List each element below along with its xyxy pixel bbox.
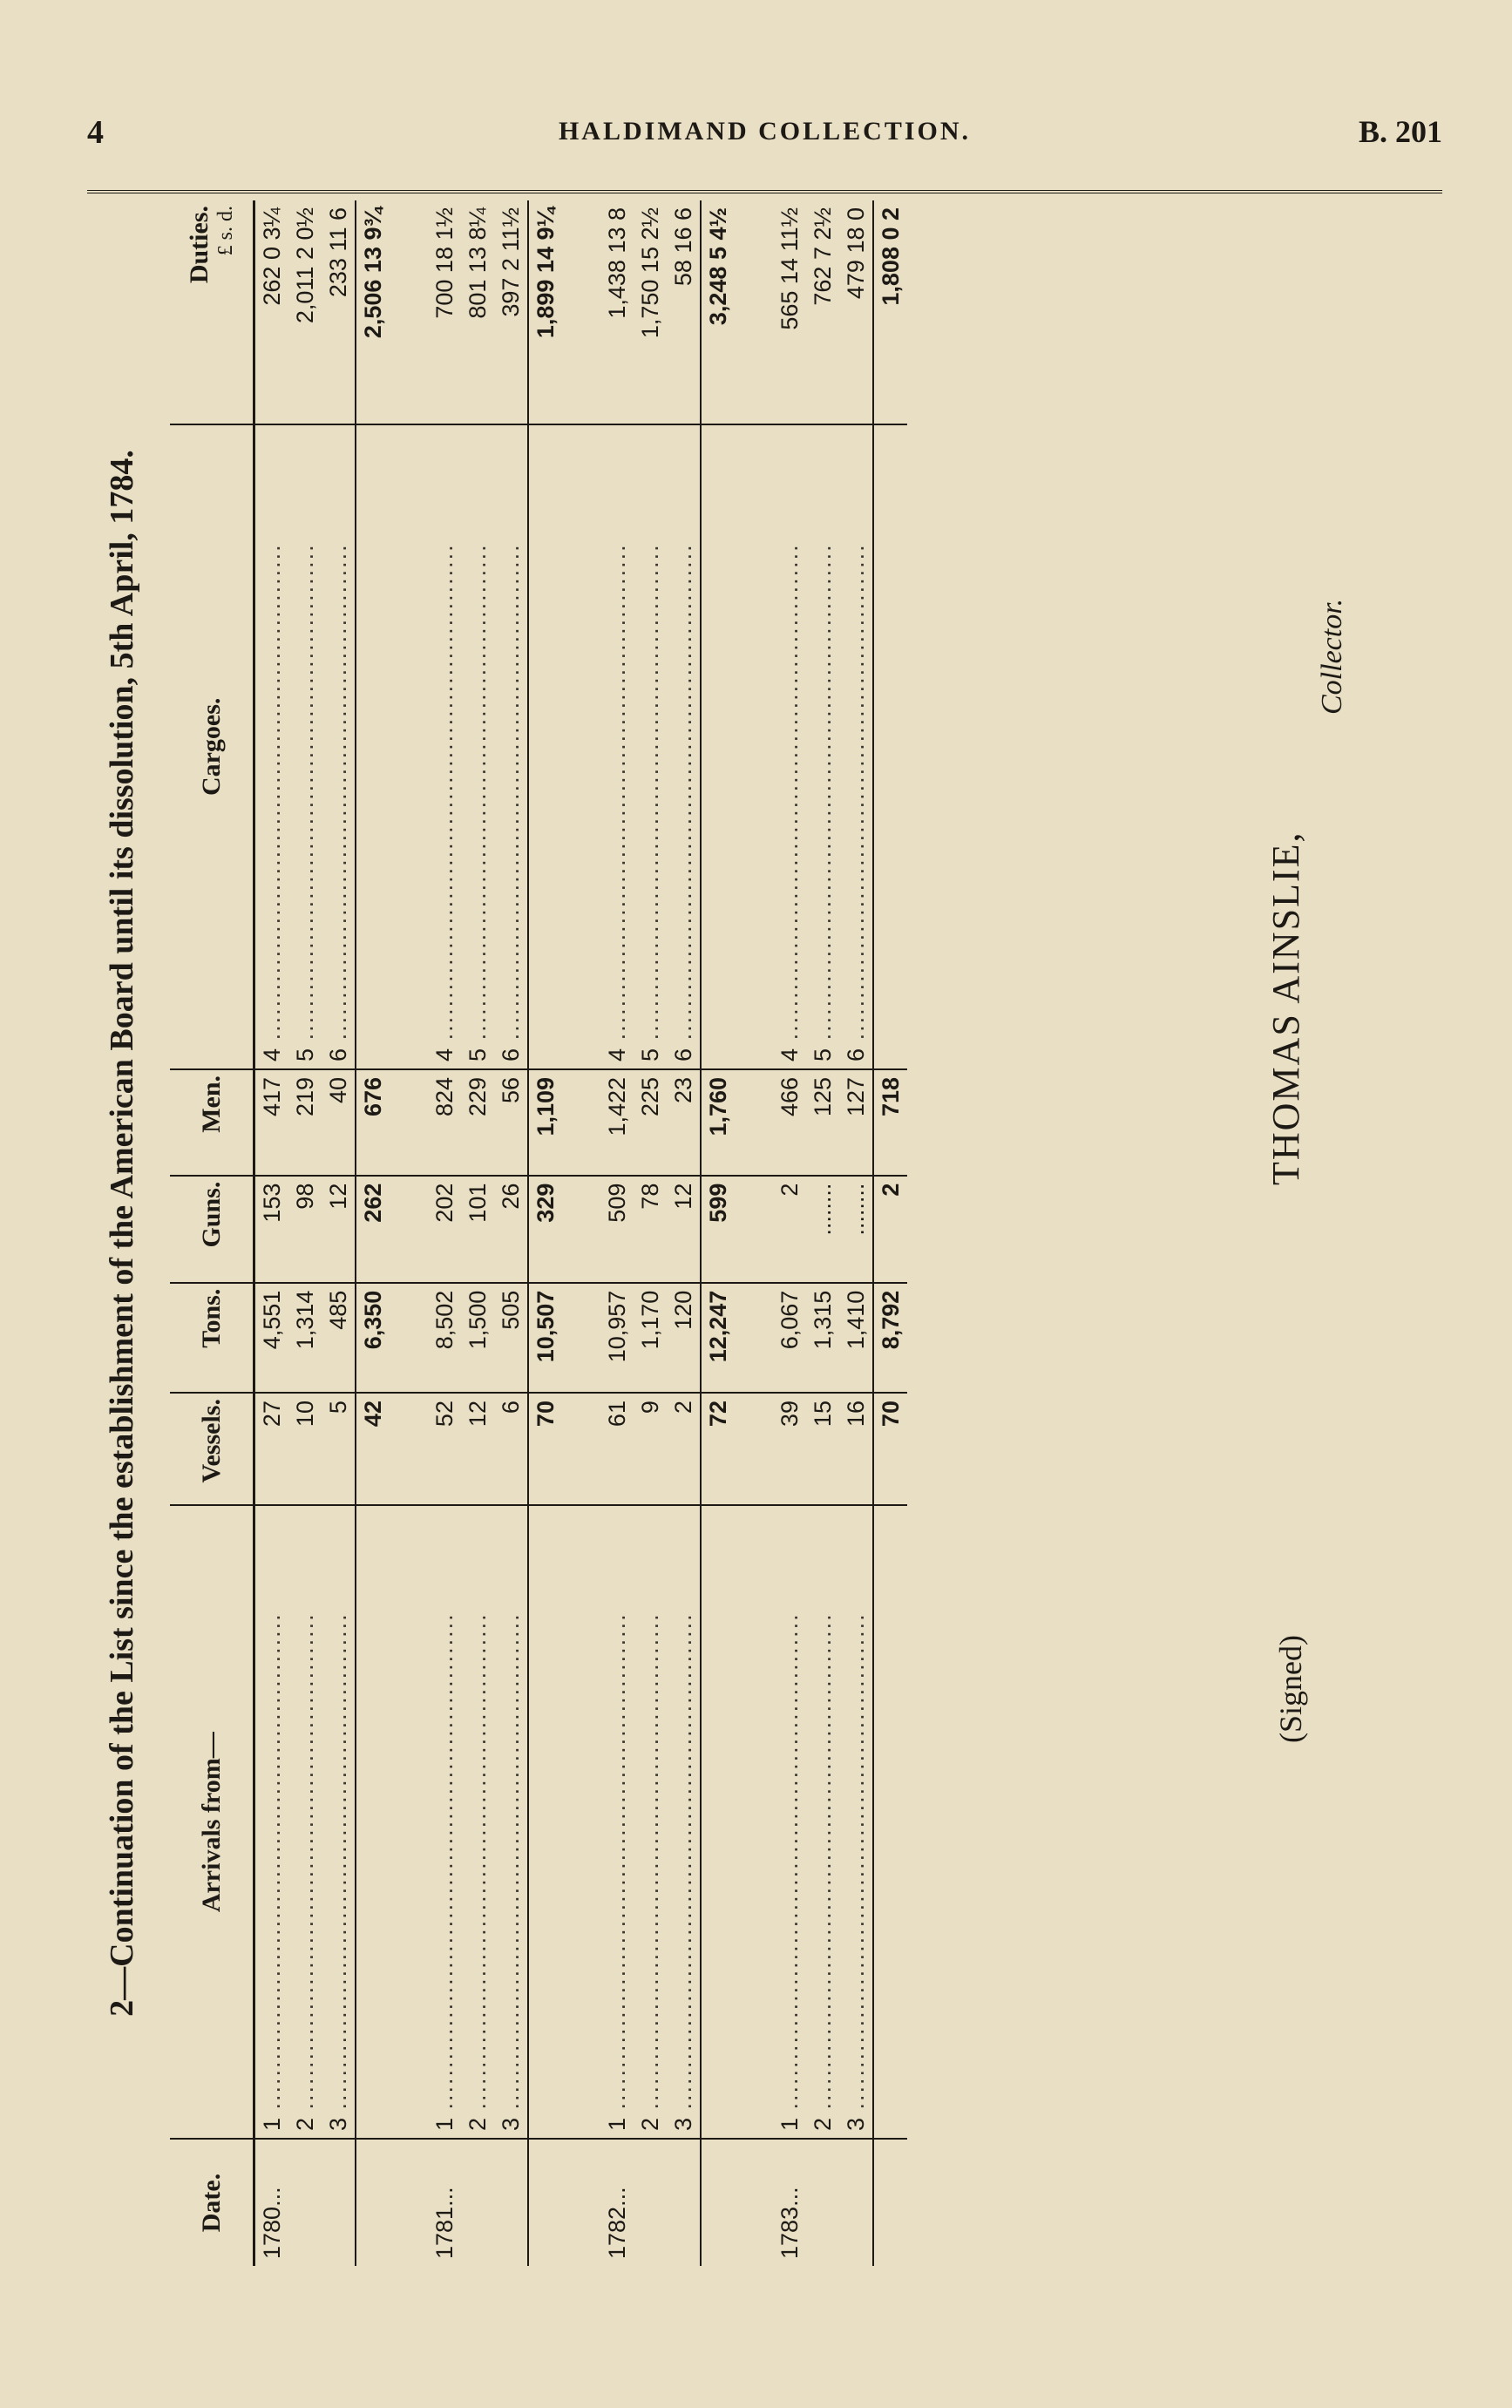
row-spacer bbox=[735, 200, 773, 2266]
spacer-cell bbox=[562, 1069, 600, 1176]
row-men: 466 bbox=[773, 1069, 806, 1176]
row-cargo bbox=[528, 424, 562, 1069]
row-date: 1780... bbox=[254, 2139, 289, 2266]
table-total-row bbox=[701, 200, 735, 2266]
row-duty: 565 14 11½ bbox=[776, 207, 803, 330]
row-vessels: 2 bbox=[667, 1393, 701, 1505]
row-guns: 509 bbox=[600, 1176, 634, 1283]
row-men: 676 bbox=[356, 1069, 390, 1176]
row-arrival bbox=[356, 1505, 390, 2139]
col-duties-label: Duties. bbox=[185, 206, 214, 284]
row-duty: 762 7 2½ bbox=[809, 207, 836, 306]
row-date bbox=[806, 2139, 839, 2266]
row-duty: 3,248 5 4½ bbox=[701, 200, 735, 424]
page-number: 4 bbox=[87, 114, 104, 151]
row-date bbox=[528, 2139, 562, 2266]
row-duty: 397 2 11½ bbox=[497, 207, 524, 317]
row-date bbox=[873, 2139, 907, 2266]
row-men: 56 bbox=[494, 1069, 528, 1176]
table-row bbox=[494, 200, 528, 2266]
table-row bbox=[428, 200, 461, 2266]
arrivals-table bbox=[170, 200, 907, 2266]
row-arrival: 1 ............................................................ bbox=[428, 1505, 461, 2139]
row-arrival: 1 ............................................................ bbox=[600, 1505, 634, 2139]
table-row bbox=[806, 200, 839, 2266]
row-cargo: 6 ............................................................ bbox=[322, 424, 356, 1069]
row-tons: 1,500 bbox=[461, 1283, 494, 1393]
row-duty: 700 18 1½ bbox=[431, 207, 458, 319]
row-arrival: 2 ............................................................ bbox=[288, 1505, 322, 2139]
spacer-cell bbox=[390, 1283, 428, 1393]
row-date: 1781... bbox=[428, 2139, 461, 2266]
table-total-row bbox=[528, 200, 562, 2266]
spacer-cell bbox=[390, 1505, 428, 2139]
leader-dots: ............................................................ bbox=[603, 1612, 630, 2118]
row-tons: 1,314 bbox=[288, 1283, 322, 1393]
row-men: 229 bbox=[461, 1069, 494, 1176]
leader-dots: ............................................................ bbox=[636, 543, 663, 1048]
leader-dots: ............................................................ bbox=[464, 1612, 491, 2118]
leader-dots: ............................................................ bbox=[258, 543, 285, 1048]
row-men: 718 bbox=[873, 1069, 907, 1176]
leader-dots: ............................................................ bbox=[636, 1612, 663, 2118]
spacer-cell bbox=[735, 1283, 773, 1393]
spacer-cell bbox=[735, 1393, 773, 1505]
table-row bbox=[667, 200, 701, 2266]
rotated-table-area bbox=[87, 200, 1447, 2266]
spacer-cell bbox=[562, 200, 600, 424]
table-row bbox=[773, 200, 806, 2266]
row-duty: 262 0 3¼ bbox=[258, 207, 285, 306]
row-cargo: 6 ............................................................ bbox=[839, 424, 873, 1069]
leader-dots: ............................................................ bbox=[324, 543, 351, 1048]
row-guns: ........ bbox=[839, 1176, 873, 1283]
leader-dots: ............................................................ bbox=[776, 543, 803, 1048]
row-vessels: 39 bbox=[773, 1393, 806, 1505]
row-men: 125 bbox=[806, 1069, 839, 1176]
row-men: 1,422 bbox=[600, 1069, 634, 1176]
col-duties bbox=[170, 200, 254, 424]
table-row bbox=[288, 200, 322, 2266]
row-tons: 4,551 bbox=[254, 1283, 289, 1393]
row-tons: 485 bbox=[322, 1283, 356, 1393]
reference-code: B. 201 bbox=[1358, 114, 1442, 149]
table-header-row bbox=[170, 200, 254, 2266]
row-cargo: 5 ............................................................ bbox=[634, 424, 667, 1069]
spacer-cell bbox=[390, 424, 428, 1069]
row-spacer bbox=[390, 200, 428, 2266]
spacer-cell bbox=[390, 1069, 428, 1176]
row-arrival: 1 ............................................................ bbox=[254, 1505, 289, 2139]
row-arrival: 3 ............................................................ bbox=[667, 1505, 701, 2139]
leader-dots: ............................................................ bbox=[324, 1612, 351, 2118]
leader-dots: ............................................................ bbox=[431, 543, 458, 1048]
row-vessels: 27 bbox=[254, 1393, 289, 1505]
row-cargo bbox=[873, 424, 907, 1069]
row-arrival bbox=[701, 1505, 735, 2139]
row-vessels: 16 bbox=[839, 1393, 873, 1505]
row-guns: 12 bbox=[667, 1176, 701, 1283]
row-vessels: 61 bbox=[600, 1393, 634, 1505]
row-arrival: 3 ............................................................ bbox=[322, 1505, 356, 2139]
col-duties-units: £ s. d. bbox=[214, 206, 237, 256]
leader-dots: ............................................................ bbox=[291, 543, 318, 1048]
leader-dots: ............................................................ bbox=[809, 543, 836, 1048]
row-cargo: 5 ............................................................ bbox=[288, 424, 322, 1069]
leader-dots: ............................................................ bbox=[291, 1612, 318, 2118]
table-row bbox=[839, 200, 873, 2266]
leader-dots: ............................................................ bbox=[842, 1612, 869, 2118]
row-arrival: 2 ............................................................ bbox=[461, 1505, 494, 2139]
row-men: 127 bbox=[839, 1069, 873, 1176]
row-duty: 2,011 2 0½ bbox=[291, 207, 318, 324]
row-guns: ........ bbox=[806, 1176, 839, 1283]
leader-dots: ............................................................ bbox=[258, 1612, 285, 2118]
table-row bbox=[461, 200, 494, 2266]
row-vessels: 52 bbox=[428, 1393, 461, 1505]
row-vessels: 15 bbox=[806, 1393, 839, 1505]
row-tons: 1,410 bbox=[839, 1283, 873, 1393]
row-tons: 8,502 bbox=[428, 1283, 461, 1393]
row-guns: 26 bbox=[494, 1176, 528, 1283]
spacer-cell bbox=[735, 2139, 773, 2266]
row-cargo: 6 ............................................................ bbox=[494, 424, 528, 1069]
row-tons: 12,247 bbox=[701, 1283, 735, 1393]
col-vessels: Vessels. bbox=[170, 1393, 254, 1505]
row-guns: 262 bbox=[356, 1176, 390, 1283]
row-duty: 1,438 13 8 bbox=[603, 207, 630, 319]
row-men: 40 bbox=[322, 1069, 356, 1176]
row-cargo: 4 ............................................................ bbox=[600, 424, 634, 1069]
row-date bbox=[461, 2139, 494, 2266]
row-vessels: 42 bbox=[356, 1393, 390, 1505]
row-vessels: 70 bbox=[528, 1393, 562, 1505]
signed-label: (Signed) bbox=[1273, 1635, 1308, 1743]
row-date bbox=[356, 2139, 390, 2266]
spacer-cell bbox=[735, 200, 773, 424]
row-guns: 329 bbox=[528, 1176, 562, 1283]
row-date bbox=[288, 2139, 322, 2266]
row-duty: 233 11 6 bbox=[324, 207, 351, 298]
row-men: 417 bbox=[254, 1069, 289, 1176]
row-men: 225 bbox=[634, 1069, 667, 1176]
row-vessels: 9 bbox=[634, 1393, 667, 1505]
row-duty: 801 13 8¼ bbox=[464, 207, 491, 319]
row-cargo bbox=[356, 424, 390, 1069]
leader-dots: ............................................................ bbox=[497, 543, 524, 1048]
row-date bbox=[634, 2139, 667, 2266]
row-men: 219 bbox=[288, 1069, 322, 1176]
row-men: 23 bbox=[667, 1069, 701, 1176]
row-guns: 153 bbox=[254, 1176, 289, 1283]
leader-dots: ............................................................ bbox=[464, 543, 491, 1048]
col-cargoes: Cargoes. bbox=[170, 424, 254, 1069]
row-duty: 1,750 15 2½ bbox=[636, 207, 663, 339]
spacer-cell bbox=[390, 2139, 428, 2266]
row-date bbox=[701, 2139, 735, 2266]
row-vessels: 70 bbox=[873, 1393, 907, 1505]
row-date: 1783... bbox=[773, 2139, 806, 2266]
collection-title: HALDIMAND COLLECTION. bbox=[558, 117, 972, 146]
leader-dots: ............................................................ bbox=[669, 1612, 696, 2118]
row-arrival: 2 ............................................................ bbox=[634, 1505, 667, 2139]
row-arrival: 1 ............................................................ bbox=[773, 1505, 806, 2139]
table-row bbox=[634, 200, 667, 2266]
row-duty: 1,899 14 9¼ bbox=[528, 200, 562, 424]
row-vessels: 6 bbox=[494, 1393, 528, 1505]
col-tons: Tons. bbox=[170, 1283, 254, 1393]
row-arrival: 2 ............................................................ bbox=[806, 1505, 839, 2139]
leader-dots: ............................................................ bbox=[669, 543, 696, 1048]
leader-dots: ............................................................ bbox=[776, 1612, 803, 2118]
row-date bbox=[322, 2139, 356, 2266]
row-date bbox=[667, 2139, 701, 2266]
row-guns: 98 bbox=[288, 1176, 322, 1283]
row-tons: 1,315 bbox=[806, 1283, 839, 1393]
table-total-row bbox=[873, 200, 907, 2266]
row-vessels: 10 bbox=[288, 1393, 322, 1505]
spacer-cell bbox=[562, 1283, 600, 1393]
page-header bbox=[87, 113, 1442, 166]
row-cargo: 4 ............................................................ bbox=[428, 424, 461, 1069]
table-caption: 2—Continuation of the List since the establishment of the American Board until its dissolution, 5th April, 1784. bbox=[104, 450, 140, 2017]
row-date: 1782... bbox=[600, 2139, 634, 2266]
row-arrival bbox=[873, 1505, 907, 2139]
row-spacer bbox=[562, 200, 600, 2266]
row-date bbox=[839, 2139, 873, 2266]
table-row bbox=[254, 200, 289, 2266]
col-arrivals: Arrivals from— bbox=[170, 1505, 254, 2139]
leader-dots: ............................................................ bbox=[497, 1612, 524, 2118]
row-guns: 2 bbox=[873, 1176, 907, 1283]
row-tons: 6,067 bbox=[773, 1283, 806, 1393]
row-tons: 10,957 bbox=[600, 1283, 634, 1393]
signatory-name: THOMAS AINSLIE, bbox=[1265, 831, 1307, 1185]
spacer-cell bbox=[562, 2139, 600, 2266]
row-cargo: 6 ............................................................ bbox=[667, 424, 701, 1069]
signature-block bbox=[1246, 200, 1420, 2266]
leader-dots: ............................................................ bbox=[842, 543, 869, 1048]
col-date: Date. bbox=[170, 2139, 254, 2266]
row-guns: 78 bbox=[634, 1176, 667, 1283]
row-guns: 599 bbox=[701, 1176, 735, 1283]
col-guns: Guns. bbox=[170, 1176, 254, 1283]
spacer-cell bbox=[562, 424, 600, 1069]
col-men: Men. bbox=[170, 1069, 254, 1176]
row-guns: 12 bbox=[322, 1176, 356, 1283]
row-vessels: 12 bbox=[461, 1393, 494, 1505]
row-cargo: 4 ............................................................ bbox=[773, 424, 806, 1069]
row-duty: 479 18 0 bbox=[842, 207, 869, 300]
spacer-cell bbox=[390, 200, 428, 424]
row-cargo: 4 ............................................................ bbox=[254, 424, 289, 1069]
row-tons: 1,170 bbox=[634, 1283, 667, 1393]
row-arrival: 3 ............................................................ bbox=[494, 1505, 528, 2139]
row-cargo bbox=[701, 424, 735, 1069]
row-guns: 202 bbox=[428, 1176, 461, 1283]
spacer-cell bbox=[735, 1176, 773, 1283]
row-guns: 101 bbox=[461, 1176, 494, 1283]
row-cargo: 5 ............................................................ bbox=[806, 424, 839, 1069]
row-men: 1,760 bbox=[701, 1069, 735, 1176]
leader-dots: ............................................................ bbox=[603, 543, 630, 1048]
row-tons: 10,507 bbox=[528, 1283, 562, 1393]
spacer-cell bbox=[562, 1176, 600, 1283]
spacer-cell bbox=[735, 424, 773, 1069]
table-row bbox=[600, 200, 634, 2266]
row-men: 1,109 bbox=[528, 1069, 562, 1176]
leader-dots: ............................................................ bbox=[809, 1612, 836, 2118]
spacer-cell bbox=[562, 1393, 600, 1505]
table-total-row bbox=[356, 200, 390, 2266]
header-rule bbox=[87, 190, 1442, 193]
row-arrival bbox=[528, 1505, 562, 2139]
row-duty: 2,506 13 9¾ bbox=[356, 200, 390, 424]
row-guns: 2 bbox=[773, 1176, 806, 1283]
row-tons: 505 bbox=[494, 1283, 528, 1393]
table-body bbox=[254, 200, 908, 2266]
row-men: 824 bbox=[428, 1069, 461, 1176]
spacer-cell bbox=[562, 1505, 600, 2139]
row-duty: 1,808 0 2 bbox=[873, 200, 907, 424]
row-tons: 8,792 bbox=[873, 1283, 907, 1393]
row-tons: 120 bbox=[667, 1283, 701, 1393]
row-vessels: 72 bbox=[701, 1393, 735, 1505]
spacer-cell bbox=[390, 1393, 428, 1505]
row-vessels: 5 bbox=[322, 1393, 356, 1505]
row-cargo: 5 ............................................................ bbox=[461, 424, 494, 1069]
row-duty: 58 16 6 bbox=[669, 207, 696, 287]
row-arrival: 3 ............................................................ bbox=[839, 1505, 873, 2139]
row-date bbox=[494, 2139, 528, 2266]
signatory-title: Collector. bbox=[1316, 598, 1348, 715]
leader-dots: ............................................................ bbox=[431, 1612, 458, 2118]
table-row bbox=[322, 200, 356, 2266]
row-tons: 6,350 bbox=[356, 1283, 390, 1393]
spacer-cell bbox=[735, 1069, 773, 1176]
spacer-cell bbox=[390, 1176, 428, 1283]
spacer-cell bbox=[735, 1505, 773, 2139]
